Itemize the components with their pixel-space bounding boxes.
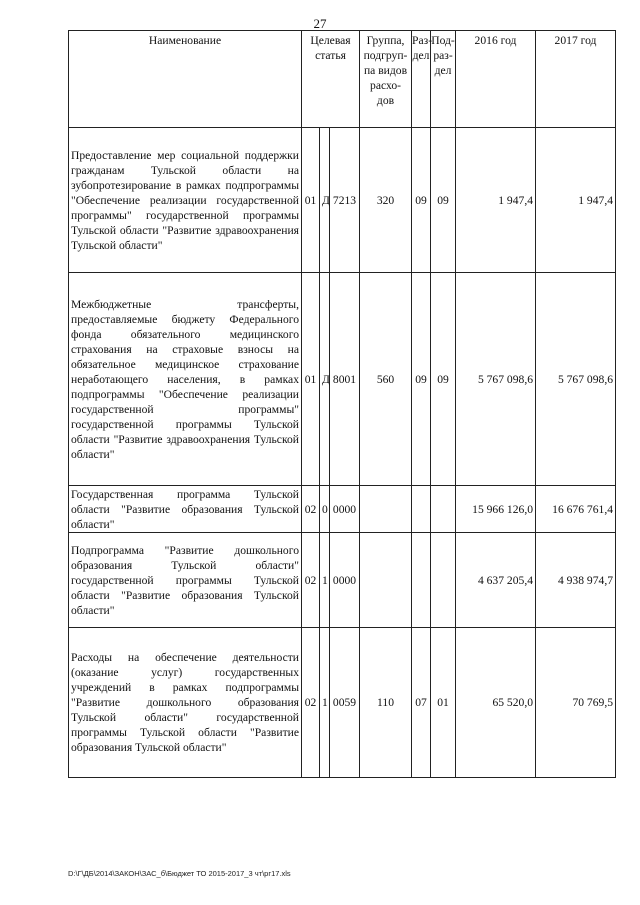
row-name: Предоставление мер социальной поддержки гражданам Тульской области на зубопротезирование в рамках подпрограммы "Обеспечение реализации государственной программы" государственной программы Тульской области "Развитие здравоохранения Тульской области" [69,128,302,273]
row-code-subprogram: 1 [320,628,330,778]
row-2017: 1 947,4 [536,128,616,273]
budget-table [68,30,616,778]
row-2016: 5 767 098,6 [456,273,536,486]
header-group: Группа, подгруп-па видов расхо-дов [360,31,412,128]
row-code-program: 01 [302,128,320,273]
row-name: Подпрограмма "Развитие дошкольного образования Тульской области" государственной программы Тульской области "Развитие образования Тульской области" [69,533,302,628]
row-subsection [431,486,456,533]
header-2017: 2017 год [536,31,616,128]
row-2017: 16 676 761,4 [536,486,616,533]
row-group: 560 [360,273,412,486]
row-code-subprogram: Д [320,273,330,486]
page-number: 27 [313,16,327,31]
header-name: Наименование [69,31,302,128]
row-section [412,533,431,628]
header-target: Целевая статья [302,31,360,128]
header-row [69,31,616,128]
row-section: 09 [412,128,431,273]
file-path-footer: D:\Г\ДБ\2014\ЗАКОН\ЗАС_б\Бюджет ТО 2015-2017_3 чт\рг17.xls [68,869,291,878]
row-code-direction: 0000 [330,533,360,628]
row-name: Межбюджетные трансферты, предоставляемые бюджету Федерального фонда обязательного медицинского страхования на страховые взносы на обязательное медицинское страхование неработающего населения, в рамках подпрограммы "Обеспечение реализации государственной программы" государственной программы Тульской области "Развитие здравоохранения Тульской области" [69,273,302,486]
table-row [69,533,616,628]
row-subsection [431,533,456,628]
row-2017: 5 767 098,6 [536,273,616,486]
table-row [69,128,616,273]
row-subsection: 01 [431,628,456,778]
row-2016: 65 520,0 [456,628,536,778]
table-row [69,273,616,486]
row-2016: 4 637 205,4 [456,533,536,628]
header-2016: 2016 год [456,31,536,128]
row-code-subprogram: 0 [320,486,330,533]
row-section: 07 [412,628,431,778]
row-name: Государственная программа Тульской области "Развитие образования Тульской области" [69,486,302,533]
row-group: 110 [360,628,412,778]
row-code-direction: 0059 [330,628,360,778]
row-name: Расходы на обеспечение деятельности (оказание услуг) государственных учреждений в рамках подпрограммы "Развитие дошкольного образования Тульской области" государственной программы Тульской области "Развитие образования Тульской области" [69,628,302,778]
row-group [360,533,412,628]
row-section [412,486,431,533]
row-group: 320 [360,128,412,273]
row-code-program: 01 [302,273,320,486]
row-code-subprogram: Д [320,128,330,273]
header-subsection: Под-раз-дел [431,31,456,128]
table-row [69,486,616,533]
row-section: 09 [412,273,431,486]
row-2016: 15 966 126,0 [456,486,536,533]
row-code-program: 02 [302,628,320,778]
row-code-direction: 0000 [330,486,360,533]
row-2017: 70 769,5 [536,628,616,778]
row-subsection: 09 [431,128,456,273]
row-code-program: 02 [302,533,320,628]
row-2016: 1 947,4 [456,128,536,273]
row-code-program: 02 [302,486,320,533]
row-2017: 4 938 974,7 [536,533,616,628]
row-group [360,486,412,533]
table-row [69,628,616,778]
row-code-direction: 8001 [330,273,360,486]
header-section: Раз-дел [412,31,431,128]
row-subsection: 09 [431,273,456,486]
row-code-subprogram: 1 [320,533,330,628]
row-code-direction: 7213 [330,128,360,273]
